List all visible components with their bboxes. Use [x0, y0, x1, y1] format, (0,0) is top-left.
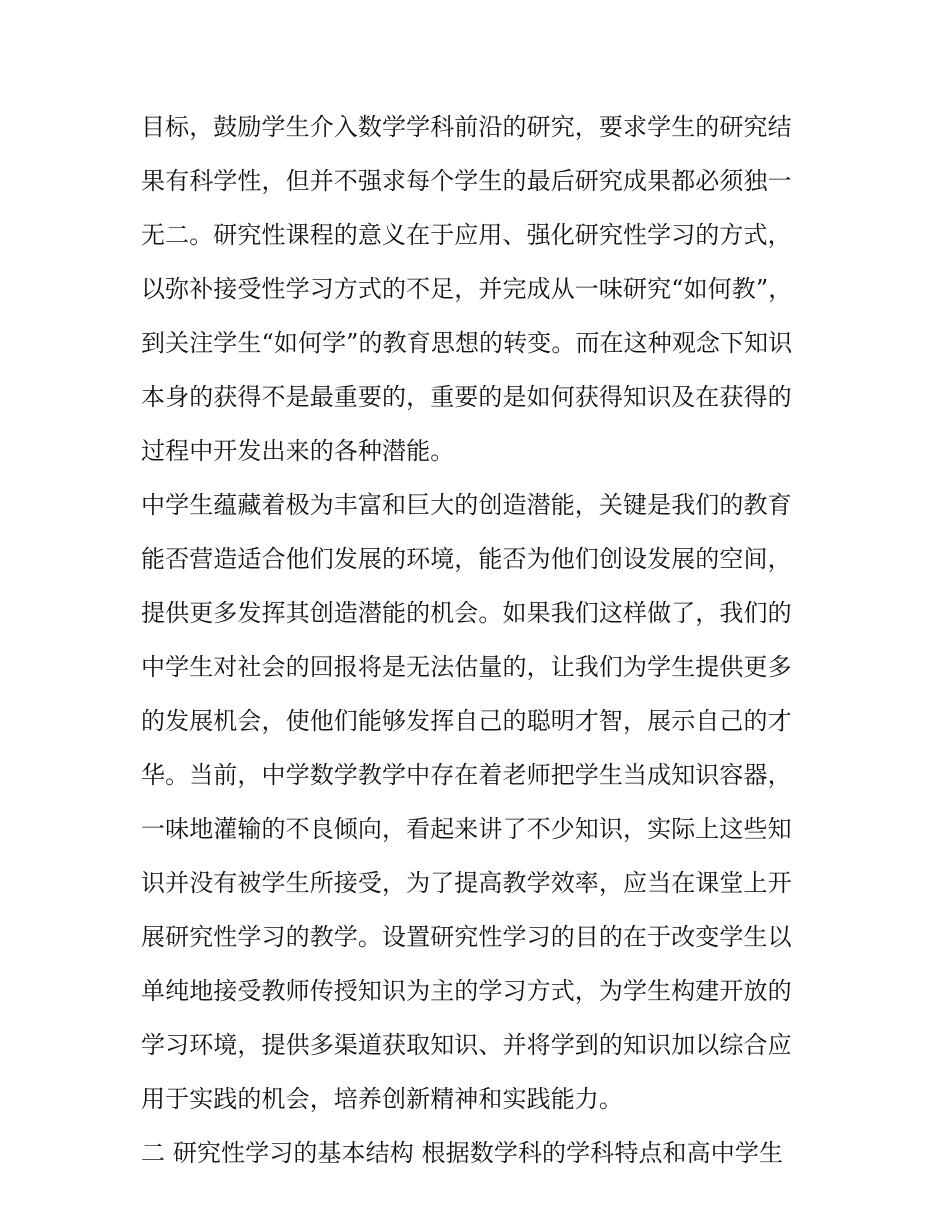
text-line: 华。当前，中学数学教学中存在着老师把学生当成知识容器，: [141, 761, 792, 789]
text-line: 以弥补接受性学习方式的不足，并完成从一味研究“如何教”，: [141, 275, 793, 303]
text-line: 提供更多发挥其创造潜能的机会。如果我们这样做了，我们的: [141, 599, 792, 627]
text-line: 展研究性学习的教学。设置研究性学习的目的在于改变学生以: [141, 923, 792, 951]
text-line: 用于实践的机会，培养创新精神和实践能力。: [141, 1085, 623, 1113]
text-line: 果有科学性，但并不强求每个学生的最后研究成果都必须独一: [141, 167, 792, 195]
text-line: 学习环境，提供多渠道获取知识、并将学到的知识加以综合应: [141, 1031, 792, 1059]
document-body-text: [141, 100, 811, 1180]
text-line: 目标，鼓励学生介入数学学科前沿的研究，要求学生的研究结: [141, 113, 792, 141]
text-line: 到关注学生“如何学”的教育思想的转变。而在这种观念下知识: [141, 329, 793, 357]
text-line: 能否营造适合他们发展的环境，能否为他们创设发展的空间，: [141, 545, 792, 573]
text-line: 识并没有被学生所接受，为了提高教学效率，应当在课堂上开: [141, 869, 792, 897]
text-line: 单纯地接受教师传授知识为主的学习方式，为学生构建开放的: [141, 977, 792, 1005]
text-line: 本身的获得不是最重要的，重要的是如何获得知识及在获得的: [141, 383, 792, 411]
text-line: 二 研究性学习的基本结构 根据数学科的学科特点和高中学生: [141, 1139, 784, 1167]
text-line: 的发展机会，使他们能够发挥自己的聪明才智，展示自己的才: [141, 707, 792, 735]
text-line: 中学生对社会的回报将是无法估量的，让我们为学生提供更多: [141, 653, 792, 681]
text-line: 过程中开发出来的各种潜能。: [141, 437, 455, 465]
text-line: 一味地灌输的不良倾向，看起来讲了不少知识，实际上这些知: [141, 815, 792, 843]
text-line: 中学生蕴藏着极为丰富和巨大的创造潜能，关键是我们的教育: [141, 491, 792, 519]
text-line: 无二。研究性课程的意义在于应用、强化研究性学习的方式，: [141, 221, 792, 249]
